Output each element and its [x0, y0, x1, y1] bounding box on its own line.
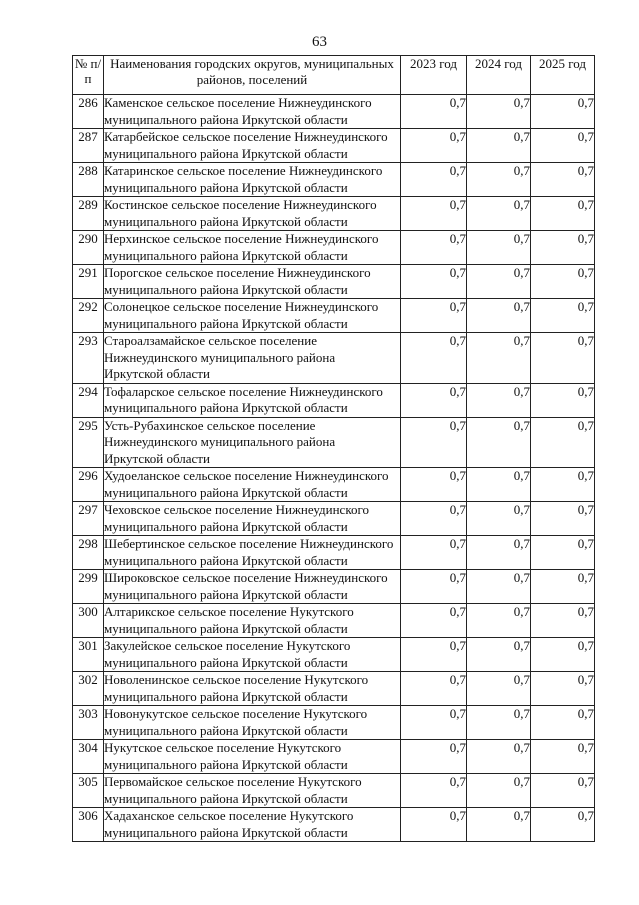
- value-2023: 0,7: [401, 774, 467, 808]
- row-number: 289: [73, 197, 104, 231]
- table-header-row: [73, 56, 595, 95]
- table-row: [73, 129, 595, 163]
- value-2024: 0,7: [467, 231, 531, 265]
- row-number: 298: [73, 536, 104, 570]
- table-row: [73, 383, 595, 417]
- row-number: 287: [73, 129, 104, 163]
- row-name-line: муниципального района Иркутской области: [104, 484, 348, 500]
- table-row: [73, 638, 595, 672]
- row-name: [104, 163, 401, 197]
- value-2025: 0,7: [531, 417, 595, 468]
- table-row: [73, 95, 595, 129]
- row-name: [104, 95, 401, 129]
- row-name-line: Новонукутское сельское поселение Нукутского: [104, 706, 368, 721]
- value-2025: 0,7: [531, 502, 595, 536]
- table-row: [73, 740, 595, 774]
- row-name-line: муниципального района Иркутской области: [104, 620, 348, 636]
- row-name-line: Алтарикское сельское поселение Нукутского: [104, 604, 354, 619]
- row-name-line: Костинское сельское поселение Нижнеудинского: [104, 197, 377, 212]
- row-name-line: муниципального района Иркутской области: [104, 518, 348, 534]
- value-2024: 0,7: [467, 95, 531, 129]
- row-name-line: муниципального района Иркутской области: [104, 145, 348, 161]
- table-row: [73, 417, 595, 468]
- row-name: [104, 604, 401, 638]
- value-2024: 0,7: [467, 333, 531, 384]
- row-name-line: муниципального района Иркутской области: [104, 756, 348, 772]
- row-name-line: муниципального района Иркутской области: [104, 281, 348, 297]
- row-name: [104, 774, 401, 808]
- table-row: [73, 197, 595, 231]
- row-name-line: Шебертинское сельское поселение Нижнеудинского: [104, 536, 394, 551]
- value-2024: 0,7: [467, 604, 531, 638]
- row-number: 305: [73, 774, 104, 808]
- row-name-line: Чеховское сельское поселение Нижнеудинского: [104, 502, 369, 517]
- row-name: [104, 333, 401, 384]
- row-name-line: муниципального района Иркутской области: [104, 824, 348, 840]
- row-name: [104, 672, 401, 706]
- row-number: 286: [73, 95, 104, 129]
- row-number: 296: [73, 468, 104, 502]
- row-name: [104, 417, 401, 468]
- row-name-line: муниципального района Иркутской области: [104, 111, 348, 127]
- row-number: 295: [73, 417, 104, 468]
- row-name-line: Широковское сельское поселение Нижнеудинского: [104, 570, 388, 585]
- row-number: 291: [73, 265, 104, 299]
- row-number: 304: [73, 740, 104, 774]
- row-number: 293: [73, 333, 104, 384]
- value-2024: 0,7: [467, 672, 531, 706]
- row-name-line: Иркутской области: [104, 450, 210, 466]
- row-name-line: Нижнеудинского муниципального района: [104, 434, 336, 449]
- row-name-line: муниципального района Иркутской области: [104, 688, 348, 704]
- value-2025: 0,7: [531, 536, 595, 570]
- table-row: [73, 672, 595, 706]
- value-2025: 0,7: [531, 638, 595, 672]
- value-2025: 0,7: [531, 383, 595, 417]
- row-number: 299: [73, 570, 104, 604]
- value-2024: 0,7: [467, 774, 531, 808]
- row-number: 288: [73, 163, 104, 197]
- row-number: 306: [73, 808, 104, 842]
- value-2023: 0,7: [401, 197, 467, 231]
- value-2024: 0,7: [467, 536, 531, 570]
- row-name: [104, 638, 401, 672]
- row-name-line: муниципального района Иркутской области: [104, 654, 348, 670]
- value-2024: 0,7: [467, 570, 531, 604]
- value-2025: 0,7: [531, 163, 595, 197]
- row-name-line: муниципального района Иркутской области: [104, 247, 348, 263]
- value-2025: 0,7: [531, 672, 595, 706]
- row-name-line: Закулейское сельское поселение Нукутского: [104, 638, 351, 653]
- row-name: [104, 265, 401, 299]
- value-2025: 0,7: [531, 197, 595, 231]
- value-2023: 0,7: [401, 163, 467, 197]
- header-year-2023: 2023 год: [401, 56, 467, 95]
- row-name-line: Катаринское сельское поселение Нижнеудинского: [104, 163, 383, 178]
- row-name-line: Тофаларское сельское поселение Нижнеудинского: [104, 383, 383, 399]
- value-2023: 0,7: [401, 740, 467, 774]
- value-2024: 0,7: [467, 808, 531, 842]
- value-2023: 0,7: [401, 299, 467, 333]
- value-2025: 0,7: [531, 468, 595, 502]
- value-2025: 0,7: [531, 95, 595, 129]
- value-2024: 0,7: [467, 502, 531, 536]
- row-name: [104, 502, 401, 536]
- row-name: [104, 197, 401, 231]
- table-row: [73, 163, 595, 197]
- row-number: 294: [73, 383, 104, 417]
- value-2024: 0,7: [467, 417, 531, 468]
- value-2025: 0,7: [531, 740, 595, 774]
- row-name-line: Иркутской области: [104, 366, 210, 381]
- value-2024: 0,7: [467, 638, 531, 672]
- value-2023: 0,7: [401, 706, 467, 740]
- value-2025: 0,7: [531, 265, 595, 299]
- row-name-line: Каменское сельское поселение Нижнеудинского: [104, 95, 372, 110]
- table-row: [73, 570, 595, 604]
- row-name-line: муниципального района Иркутской области: [104, 552, 348, 568]
- value-2023: 0,7: [401, 333, 467, 384]
- row-number: 292: [73, 299, 104, 333]
- row-name-line: муниципального района Иркутской области: [104, 315, 348, 331]
- row-name: [104, 468, 401, 502]
- row-number: 303: [73, 706, 104, 740]
- table-row: [73, 774, 595, 808]
- value-2023: 0,7: [401, 570, 467, 604]
- header-year-2025: 2025 год: [531, 56, 595, 95]
- row-name-line: Первомайское сельское поселение Нукутского: [104, 774, 362, 789]
- row-name-line: Нукутское сельское поселение Нукутского: [104, 740, 342, 755]
- value-2023: 0,7: [401, 502, 467, 536]
- value-2023: 0,7: [401, 808, 467, 842]
- value-2025: 0,7: [531, 706, 595, 740]
- table-row: [73, 706, 595, 740]
- header-number: № п/п: [73, 56, 104, 95]
- table-row: [73, 536, 595, 570]
- row-name: [104, 383, 401, 417]
- value-2023: 0,7: [401, 604, 467, 638]
- value-2023: 0,7: [401, 383, 467, 417]
- value-2025: 0,7: [531, 808, 595, 842]
- value-2023: 0,7: [401, 672, 467, 706]
- row-name: [104, 570, 401, 604]
- value-2024: 0,7: [467, 265, 531, 299]
- row-name-line: муниципального района Иркутской области: [104, 586, 348, 602]
- table-row: [73, 231, 595, 265]
- row-name-line: Солонецкое сельское поселение Нижнеудинского: [104, 299, 379, 314]
- value-2025: 0,7: [531, 129, 595, 163]
- row-number: 297: [73, 502, 104, 536]
- value-2023: 0,7: [401, 638, 467, 672]
- value-2025: 0,7: [531, 570, 595, 604]
- table-row: [73, 333, 595, 384]
- row-name-line: Усть-Рубахинское сельское поселение: [104, 417, 316, 433]
- row-name: [104, 299, 401, 333]
- table-row: [73, 808, 595, 842]
- value-2024: 0,7: [467, 299, 531, 333]
- row-name: [104, 231, 401, 265]
- table-row: [73, 604, 595, 638]
- row-name-line: Нижнеудинского муниципального района: [104, 349, 336, 365]
- value-2025: 0,7: [531, 333, 595, 384]
- value-2024: 0,7: [467, 129, 531, 163]
- row-name: [104, 706, 401, 740]
- value-2023: 0,7: [401, 468, 467, 502]
- value-2023: 0,7: [401, 129, 467, 163]
- value-2023: 0,7: [401, 95, 467, 129]
- value-2023: 0,7: [401, 417, 467, 468]
- row-number: 302: [73, 672, 104, 706]
- row-name-line: муниципального района Иркутской области: [104, 400, 348, 415]
- row-name-line: Катарбейское сельское поселение Нижнеудинского: [104, 129, 388, 144]
- header-name: Наименования городских округов, муниципальных районов, поселений: [104, 56, 401, 95]
- value-2024: 0,7: [467, 197, 531, 231]
- row-name-line: муниципального района Иркутской области: [104, 722, 348, 738]
- table-row: [73, 299, 595, 333]
- row-name-line: муниципального района Иркутской области: [104, 790, 348, 806]
- value-2024: 0,7: [467, 383, 531, 417]
- settlements-table: [72, 55, 595, 842]
- row-name-line: Нерхинское сельское поселение Нижнеудинского: [104, 231, 379, 246]
- value-2024: 0,7: [467, 163, 531, 197]
- table-row: [73, 265, 595, 299]
- value-2025: 0,7: [531, 231, 595, 265]
- row-name: [104, 808, 401, 842]
- row-number: 290: [73, 231, 104, 265]
- row-name-line: Хадаханское сельское поселение Нукутского: [104, 808, 354, 823]
- row-name: [104, 740, 401, 774]
- row-name-line: Староалзамайское сельское поселение: [104, 333, 317, 348]
- table-row: [73, 502, 595, 536]
- page-number: 63: [312, 34, 327, 50]
- row-name-line: Порогское сельское поселение Нижнеудинского: [104, 265, 371, 280]
- value-2025: 0,7: [531, 604, 595, 638]
- value-2023: 0,7: [401, 231, 467, 265]
- header-year-2024: 2024 год: [467, 56, 531, 95]
- row-name-line: Новоленинское сельское поселение Нукутского: [104, 672, 369, 687]
- value-2025: 0,7: [531, 299, 595, 333]
- value-2024: 0,7: [467, 740, 531, 774]
- value-2023: 0,7: [401, 265, 467, 299]
- row-name-line: муниципального района Иркутской области: [104, 213, 348, 229]
- row-number: 300: [73, 604, 104, 638]
- row-name: [104, 129, 401, 163]
- row-name-line: муниципального района Иркутской области: [104, 179, 348, 195]
- value-2024: 0,7: [467, 706, 531, 740]
- row-name-line: Худоеланское сельское поселение Нижнеудинского: [104, 468, 389, 483]
- value-2024: 0,7: [467, 468, 531, 502]
- row-number: 301: [73, 638, 104, 672]
- value-2023: 0,7: [401, 536, 467, 570]
- row-name: [104, 536, 401, 570]
- table-row: [73, 468, 595, 502]
- value-2025: 0,7: [531, 774, 595, 808]
